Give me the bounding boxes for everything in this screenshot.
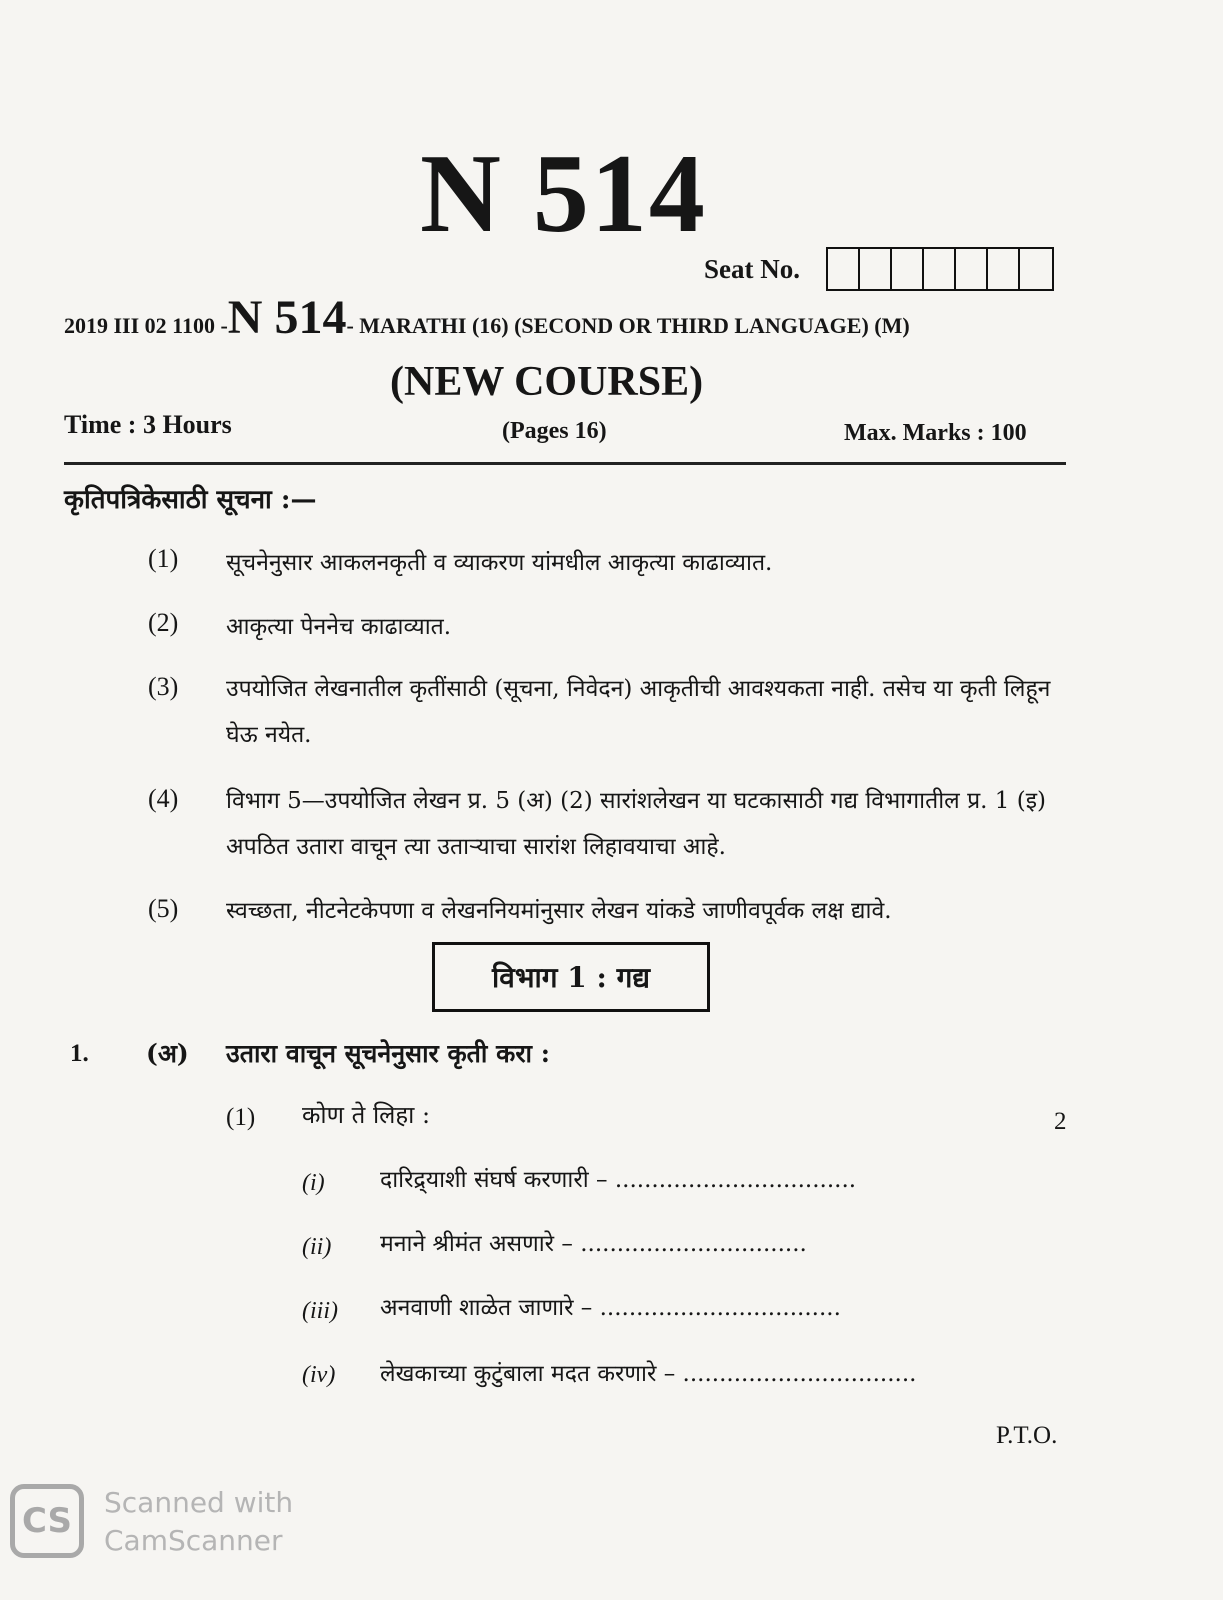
- seat-digit-box[interactable]: [924, 249, 956, 289]
- watermark-line-1: Scanned with: [104, 1486, 294, 1519]
- fill-blank-item: दारिद्र्याशी संघर्ष करणारी – .................................: [380, 1167, 857, 1193]
- instruction-number: (5): [148, 894, 179, 923]
- instruction-text: विभाग 5—उपयोजित लेखन प्र. 5 (अ) (2) सारांशलेखन या घटकासाठी गद्य विभागातील प्र. 1 (इ) अपठित उतारा वाचून त्या उताऱ्याचा सारांश लिहावयाचा आहे.: [226, 788, 1046, 860]
- exam-code-mid: N 514: [227, 291, 347, 344]
- question-number: 1.: [70, 1040, 89, 1067]
- seat-number-boxes[interactable]: [826, 247, 1054, 291]
- fill-blank-item: मनाने श्रीमंत असणारे – ...............................: [380, 1231, 807, 1257]
- instruction-number: (4): [148, 784, 179, 813]
- seat-digit-box[interactable]: [892, 249, 924, 289]
- seat-digit-box[interactable]: [860, 249, 892, 289]
- seat-digit-box[interactable]: [988, 249, 1020, 289]
- exam-time: Time : 3 Hours: [64, 410, 232, 439]
- instruction-text: आकृत्या पेननेच काढाव्यात.: [226, 614, 452, 640]
- item-number: (iv): [302, 1362, 336, 1388]
- instructions-heading: कृतिपत्रिकेसाठी सूचना :—: [64, 485, 317, 515]
- instruction-text: उपयोजित लेखनातील कृतींसाठी (सूचना, निवेदन) आकृतीची आवश्यकता नाही. तसेच या कृती लिहून घेऊ नयेत.: [226, 676, 1051, 748]
- section-title-box: [432, 942, 710, 1012]
- exam-code-suffix: - MARATHI (16) (SECOND OR THIRD LANGUAGE) (M): [346, 313, 910, 338]
- fill-blank-item: अनवाणी शाळेत जाणारे – .................................: [380, 1295, 841, 1321]
- scanner-watermark: [104, 1484, 293, 1560]
- item-number: (ii): [302, 1234, 332, 1260]
- instruction-number: (3): [148, 672, 179, 701]
- subquestion-marks: 2: [1054, 1108, 1067, 1135]
- instruction-number: (2): [148, 608, 179, 637]
- seat-digit-box[interactable]: [828, 249, 860, 289]
- question-part: (अ): [146, 1039, 189, 1068]
- seat-digit-box[interactable]: [1020, 249, 1052, 289]
- camscanner-logo-icon: CS: [10, 1484, 84, 1558]
- paper-code-large: N 514: [420, 132, 707, 256]
- question-text: उतारा वाचून सूचनेनुसार कृती करा :: [226, 1039, 550, 1068]
- header-divider: [64, 462, 1066, 465]
- subquestion-number: (1): [226, 1104, 256, 1131]
- instruction-text: स्वच्छता, नीटनेटकेपणा व लेखननियमांनुसार लेखन यांकडे जाणीवपूर्वक लक्ष द्यावे.: [226, 898, 892, 924]
- course-title: (NEW COURSE): [390, 359, 704, 405]
- seat-number-label: Seat No.: [704, 254, 800, 284]
- page-turn-note: P.T.O.: [996, 1422, 1058, 1449]
- item-number: (i): [302, 1170, 325, 1196]
- max-marks: Max. Marks : 100: [844, 420, 1027, 446]
- instruction-text: सूचनेनुसार आकलनकृती व व्याकरण यांमधील आकृत्या काढाव्यात.: [226, 550, 773, 576]
- instruction-number: (1): [148, 544, 179, 573]
- watermark-line-2: CamScanner: [104, 1524, 283, 1557]
- exam-code-line: [64, 290, 910, 345]
- item-number: (iii): [302, 1298, 338, 1324]
- section-title: विभाग 1 : गद्य: [492, 961, 650, 994]
- subquestion-text: कोण ते लिहा :: [302, 1101, 431, 1129]
- exam-code-prefix: 2019 III 02 1100 -: [64, 313, 228, 338]
- seat-digit-box[interactable]: [956, 249, 988, 289]
- fill-blank-item: लेखकाच्या कुटुंबाला मदत करणारे – ................................: [380, 1361, 917, 1387]
- page-count: (Pages 16): [502, 418, 607, 444]
